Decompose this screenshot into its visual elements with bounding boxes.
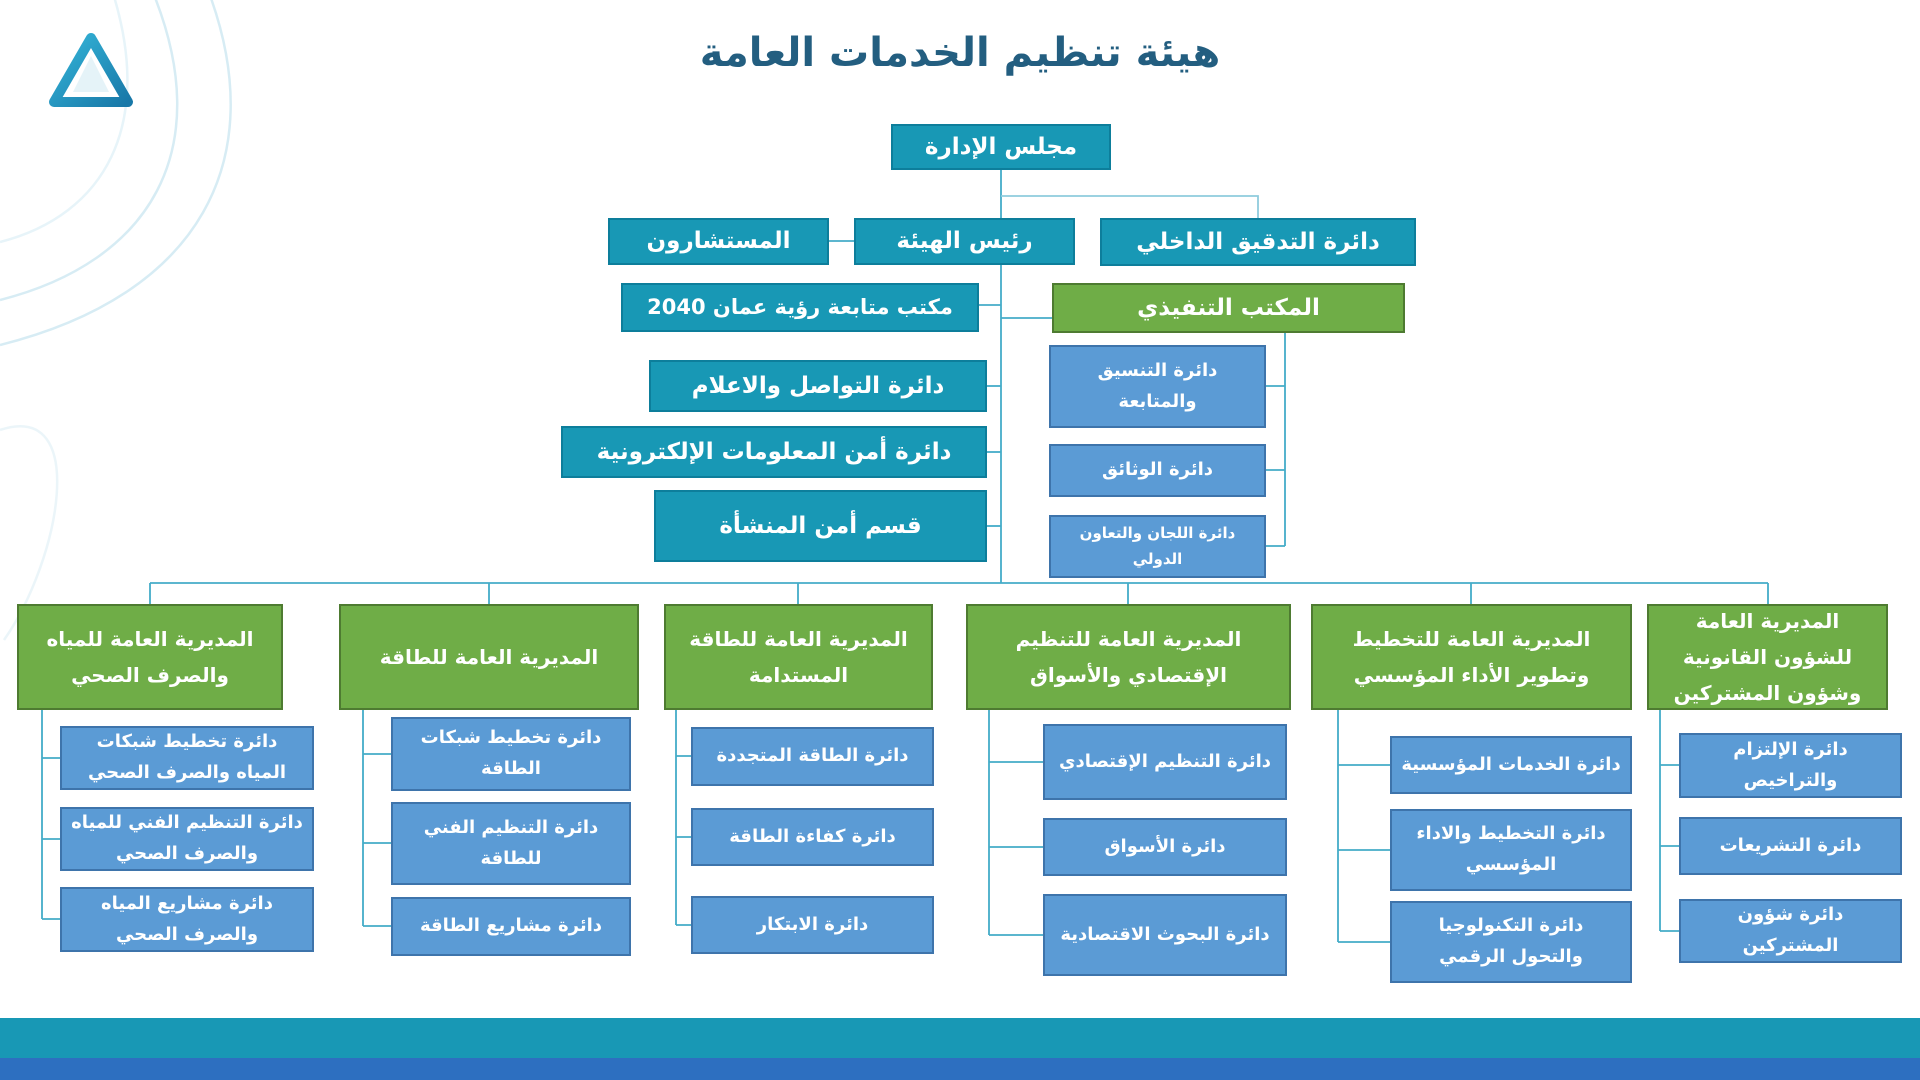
- node-dg-planning-institutional-performance: المديرية العامة للتخطيط وتطوير الأداء المؤسسي: [1311, 604, 1632, 710]
- node-committees-intl-cooperation-dept: دائرة اللجان والتعاون الدولي: [1049, 515, 1266, 578]
- node-communication-media-dept: دائرة التواصل والاعلام: [649, 360, 987, 412]
- node-infosec-dept: دائرة أمن المعلومات الإلكترونية: [561, 426, 987, 478]
- node-dept-subscriber-affairs: دائرة شؤون المشتركين: [1679, 899, 1902, 963]
- node-dept-legislation: دائرة التشريعات: [1679, 817, 1902, 875]
- node-dept-energy-projects: دائرة مشاريع الطاقة: [391, 897, 631, 956]
- node-dept-planning-institutional-performance: دائرة التخطيط والاداء المؤسسي: [1390, 809, 1632, 891]
- node-facility-security-section: قسم أمن المنشأة: [654, 490, 987, 562]
- node-dept-energy-technical-regulation: دائرة التنظيم الفني للطاقة: [391, 802, 631, 885]
- node-vision-2040-office: مكتب متابعة رؤية عمان 2040: [621, 283, 979, 332]
- node-board-of-directors: مجلس الإدارة: [891, 124, 1111, 170]
- node-dept-water-projects: دائرة مشاريع المياه والصرف الصحي: [60, 887, 314, 952]
- node-dept-economic-research: دائرة البحوث الاقتصادية: [1043, 894, 1287, 976]
- node-dg-energy: المديرية العامة للطاقة: [339, 604, 639, 710]
- node-documents-dept: دائرة الوثائق: [1049, 444, 1266, 497]
- node-dept-institutional-services: دائرة الخدمات المؤسسية: [1390, 736, 1632, 794]
- footer-band-blue: [0, 1058, 1920, 1080]
- node-dept-innovation: دائرة الابتكار: [691, 896, 934, 954]
- node-dept-technology-digital-transformation: دائرة التكنولوجيا والتحول الرقمي: [1390, 901, 1632, 983]
- node-dept-economic-regulation: دائرة التنظيم الإقتصادي: [1043, 724, 1287, 800]
- node-dept-water-technical-regulation: دائرة التنظيم الفني للمياه والصرف الصحي: [60, 807, 314, 871]
- node-dept-water-network-planning: دائرة تخطيط شبكات المياه والصرف الصحي: [60, 726, 314, 790]
- node-advisors: المستشارون: [608, 218, 829, 265]
- node-coordination-followup-dept: دائرة التنسيق والمتابعة: [1049, 345, 1266, 428]
- node-dg-sustainable-energy: المديرية العامة للطاقة المستدامة: [664, 604, 933, 710]
- node-executive-office: المكتب التنفيذي: [1052, 283, 1405, 333]
- node-dg-economic-regulation-markets: المديرية العامة للتنظيم الإقتصادي والأسواق: [966, 604, 1291, 710]
- node-dept-energy-network-planning: دائرة تخطيط شبكات الطاقة: [391, 717, 631, 791]
- footer-band-teal: [0, 1018, 1920, 1058]
- page-title: هيئة تنظيم الخدمات العامة: [699, 30, 1221, 76]
- node-internal-audit-dept: دائرة التدقيق الداخلي: [1100, 218, 1416, 266]
- node-dept-energy-efficiency: دائرة كفاءة الطاقة: [691, 808, 934, 866]
- node-dept-renewable-energy: دائرة الطاقة المتجددة: [691, 727, 934, 786]
- node-dg-legal-subscriber-affairs: المديرية العامة للشؤون القانونية وشؤون المشتركين: [1647, 604, 1888, 710]
- node-dept-compliance-licensing: دائرة الإلتزام والتراخيص: [1679, 733, 1902, 798]
- node-dept-markets: دائرة الأسواق: [1043, 818, 1287, 876]
- node-dg-water-wastewater: المديرية العامة للمياه والصرف الصحي: [17, 604, 283, 710]
- node-chairman: رئيس الهيئة: [854, 218, 1075, 265]
